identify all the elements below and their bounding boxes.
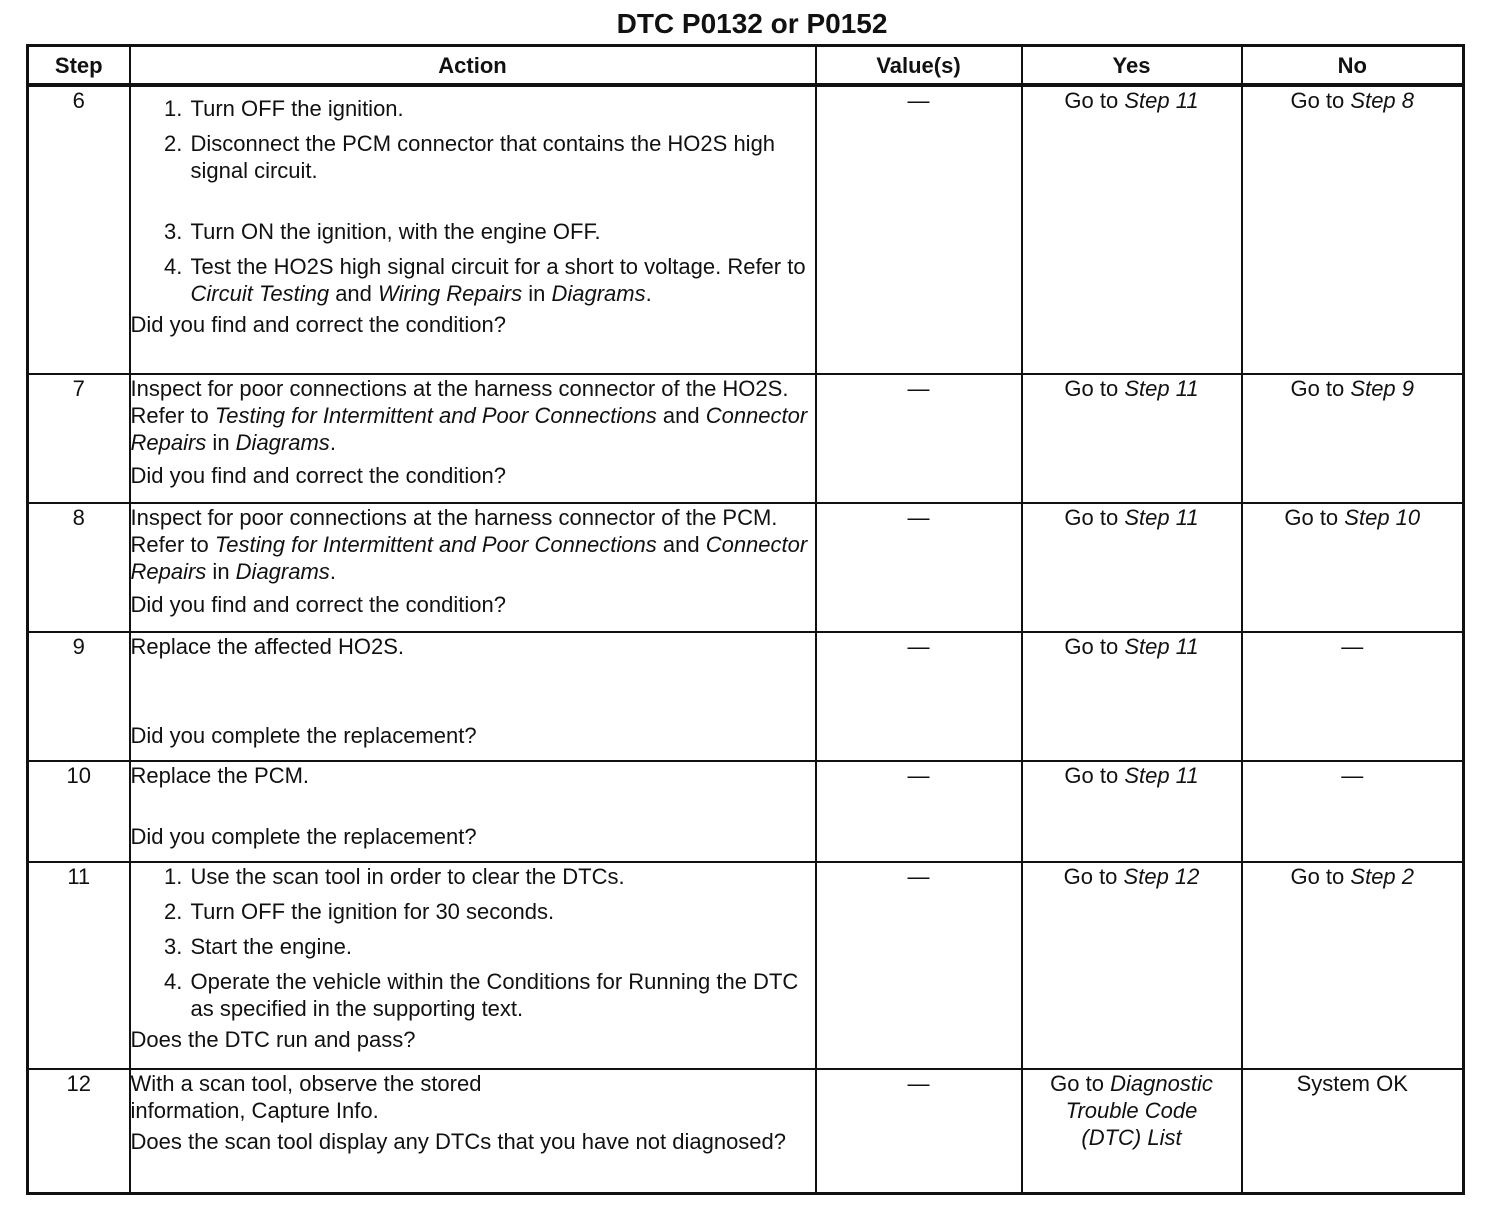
action-item: 2. Disconnect the PCM connector that contains the HO2S high signal circuit.	[189, 130, 815, 184]
table-row	[28, 374, 1464, 503]
table-row	[28, 1069, 1464, 1193]
action-item: 3. Start the engine.	[189, 933, 815, 960]
value-cell: —	[816, 85, 1022, 374]
action-cell	[130, 374, 816, 503]
no-cell: System OK	[1242, 1069, 1464, 1193]
action-cell	[130, 862, 816, 1069]
header-step: Step	[28, 46, 130, 86]
yes-cell: Go to Step 11	[1022, 503, 1242, 632]
action-text: Inspect for poor connections at the harness connector of the HO2S. Refer to Testing for Intermittent and Poor Connections and Connector Repairs in Diagrams.	[130, 376, 808, 455]
step-number: 7	[28, 374, 130, 503]
action-cell	[130, 632, 816, 761]
step-number: 10	[28, 761, 130, 862]
diagnostic-table	[26, 44, 1465, 1195]
action-item: 1. Use the scan tool in order to clear the DTCs.	[189, 863, 815, 890]
yes-cell: Go to Diagnostic Trouble Code (DTC) List	[1022, 1069, 1242, 1193]
header-values: Value(s)	[816, 46, 1022, 86]
table-row	[28, 862, 1464, 1069]
yes-cell: Go to Step 11	[1022, 632, 1242, 761]
no-cell: Go to Step 9	[1242, 374, 1464, 503]
value-cell: —	[816, 862, 1022, 1069]
no-cell: Go to Step 10	[1242, 503, 1464, 632]
yes-cell: Go to Step 11	[1022, 761, 1242, 862]
action-item: 4. Test the HO2S high signal circuit for a short to voltage. Refer to Circuit Testing and Wiring Repairs in Diagrams.	[189, 253, 815, 307]
value-cell: —	[816, 503, 1022, 632]
no-cell: —	[1242, 632, 1464, 761]
action-question: Did you complete the replacement?	[130, 723, 477, 748]
action-cell	[130, 85, 816, 374]
value-cell: —	[816, 374, 1022, 503]
table-row	[28, 761, 1464, 862]
action-text: With a scan tool, observe the stored information, Capture Info.	[130, 1071, 482, 1123]
action-item: 2. Turn OFF the ignition for 30 seconds.	[189, 898, 815, 925]
no-cell: Go to Step 8	[1242, 85, 1464, 374]
table-row	[28, 632, 1464, 761]
action-question: Did you find and correct the condition?	[130, 312, 506, 337]
action-text: Inspect for poor connections at the harness connector of the PCM. Refer to Testing for Intermittent and Poor Connections and Connector Repairs in Diagrams.	[130, 505, 808, 584]
action-question: Does the DTC run and pass?	[130, 1027, 416, 1052]
no-cell: —	[1242, 761, 1464, 862]
value-cell: —	[816, 761, 1022, 862]
step-number: 8	[28, 503, 130, 632]
action-item: 3. Turn ON the ignition, with the engine OFF.	[189, 218, 815, 245]
action-text: Replace the affected HO2S.	[130, 634, 405, 659]
action-text: Replace the PCM.	[130, 763, 310, 788]
header-row	[28, 46, 1464, 86]
action-cell	[130, 1069, 816, 1193]
header-yes: Yes	[1022, 46, 1242, 86]
value-cell: —	[816, 1069, 1022, 1193]
table-row	[28, 85, 1464, 374]
page-title: DTC P0132 or P0152	[616, 8, 888, 39]
action-question: Did you find and correct the condition?	[130, 463, 506, 488]
step-number: 6	[28, 85, 130, 374]
action-question: Does the scan tool display any DTCs that you have not diagnosed?	[130, 1129, 787, 1154]
action-item: 1. Turn OFF the ignition.	[189, 95, 815, 122]
no-cell: Go to Step 2	[1242, 862, 1464, 1069]
yes-cell: Go to Step 11	[1022, 85, 1242, 374]
header-no: No	[1242, 46, 1464, 86]
value-cell: —	[816, 632, 1022, 761]
yes-cell: Go to Step 11	[1022, 374, 1242, 503]
action-cell	[130, 503, 816, 632]
header-action: Action	[130, 46, 816, 86]
step-number: 12	[28, 1069, 130, 1193]
step-number: 9	[28, 632, 130, 761]
action-question: Did you find and correct the condition?	[130, 592, 506, 617]
yes-cell: Go to Step 12	[1022, 862, 1242, 1069]
action-item: 4. Operate the vehicle within the Conditions for Running the DTC as specified in the supporting text.	[189, 968, 815, 1022]
table-row	[28, 503, 1464, 632]
step-number: 11	[28, 862, 130, 1069]
action-cell	[130, 761, 816, 862]
action-question: Did you complete the replacement?	[130, 824, 477, 849]
